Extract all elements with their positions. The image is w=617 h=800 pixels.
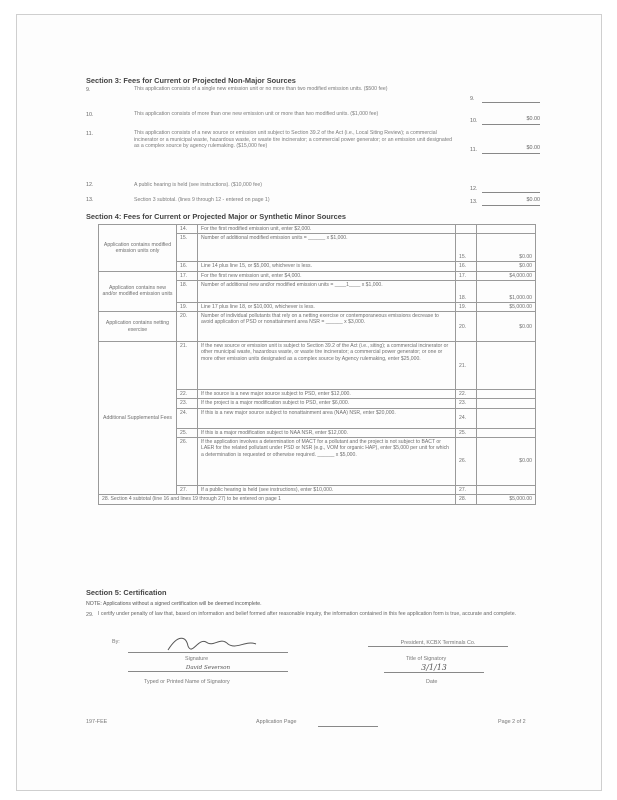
table-cell: 26. (177, 438, 198, 486)
table-cell (477, 486, 536, 495)
section3-field: 13. (470, 199, 478, 205)
page-number: Page 2 of 2 (498, 719, 526, 725)
table-cell: $0.00 (477, 262, 536, 271)
section3-field: Section 3 subtotal. (lines 9 through 12 - entered on page 1) (134, 197, 270, 203)
table-cell (456, 225, 477, 234)
table-cell: If the source is a new major source subject to PSD, enter $12,000. (198, 390, 456, 399)
group-label: Application contains modified emission units only (99, 225, 177, 272)
table-cell: If the new source or emission unit is subject to Section 39.2 of the Act (i.e., siting); a commercial incinerator or other municipal waste, hazardous waste, or waste tire incinerator; a commercial power generator; or one or more other emission units designated as a complex source by Agency rulemaking, enter $25,000. (198, 342, 456, 390)
table-cell: Line 17 plus line 18, or $10,000, whichever is less. (198, 302, 456, 311)
title-value: President, KCBX Terminals Co. (368, 640, 508, 647)
group-label: Application contains netting exercise (99, 312, 177, 342)
typed-name-value: David Severson (128, 665, 288, 672)
date-label: Date (426, 679, 438, 685)
table-cell: 18. (456, 280, 477, 302)
section3-field: 12. (470, 186, 478, 192)
table-cell: $0.00 (477, 234, 536, 262)
title-label: Title of Signatory (406, 656, 447, 662)
table-cell (477, 225, 536, 234)
table-cell: 16. (177, 262, 198, 271)
table-row (99, 312, 536, 342)
section3-field: 11. (86, 131, 94, 137)
section3-field: 9. (470, 96, 475, 102)
table-cell: If a public hearing is held (see instructions), enter $10,000. (198, 486, 456, 495)
section3-field: 11. (470, 147, 478, 153)
table-cell: $5,000.00 (477, 302, 536, 311)
table-row (99, 495, 536, 504)
signature-line (128, 642, 288, 653)
section3-field: 10. (86, 112, 94, 118)
section3-field: This application consists of a single new emission unit or no more than two modified emission units. ($500 fee) (134, 86, 388, 92)
section4-title: Section 4: Fees for Current or Projected Major or Synthetic Minor Sources (86, 212, 346, 221)
typed-name-label: Typed or Printed Name of Signatory (144, 679, 230, 685)
table-cell (99, 495, 456, 504)
table-cell: 15. (177, 234, 198, 262)
group-label: Additional Supplemental Fees (99, 342, 177, 495)
section3-field: This application consists of a new source or emission unit subject to Section 39.2 of the Act (i.e., Local Siting Review); a commercial incinerator or a municipal waste, hazardous waste, or waste tire incinerator; a commercial power generator; or an emission unit designated as a complex source by agency rulemaking. ($15,000 fee) (134, 130, 453, 149)
section3-field: A public hearing is held (see instructions). ($10,000 fee) (134, 182, 263, 188)
table-cell (477, 408, 536, 428)
table-cell: 23. (456, 399, 477, 408)
signature-label: Signature (185, 656, 209, 662)
table-cell (477, 428, 536, 437)
certification-statement: I certify under penalty of law that, based on information and belief formed after reasonable inquiry, the information contained in this fee application form is true, accurate and complete. (98, 611, 517, 617)
subtotal-text: Section 4 subtotal (line 16 and lines 19 through 27) to be entered on page 1 (110, 496, 281, 503)
table-cell: For the first new emission unit, enter $4,000. (198, 271, 456, 280)
table-cell: $0.00 (477, 438, 536, 486)
section5-title: Section 5: Certification (86, 588, 167, 597)
table-cell: 20. (456, 312, 477, 342)
table-cell: 25. (456, 428, 477, 437)
table-cell: 17. (177, 271, 198, 280)
table-cell: 16. (456, 262, 477, 271)
section3-field: 13. (86, 197, 94, 203)
form-id: 197-FEE (86, 719, 108, 725)
table-row (99, 271, 536, 280)
section3-field (482, 94, 540, 103)
section3-field: 12. (86, 182, 94, 188)
table-cell: 25. (177, 428, 198, 437)
signature-image (158, 632, 318, 654)
table-cell: 19. (177, 302, 198, 311)
table-cell: If the project is a major modification subject to PSD, enter $6,000. (198, 399, 456, 408)
certification-note: NOTE: Applications without a signed certification will be deemed incomplete. (86, 601, 262, 607)
section3-field (482, 184, 540, 193)
section3-field: $0.00 (482, 197, 540, 206)
table-cell: If this is a new major source subject to nonattainment area (NAA) NSR, enter $20,000. (198, 408, 456, 428)
certification-number: 29. (86, 612, 94, 618)
table-cell: 21. (456, 342, 477, 390)
table-cell: 22. (456, 390, 477, 399)
table-cell: If the application involves a determination of MACT for a pollutant and the project is not subject to BACT or LAER for the related pollutant under PSD or NSR (e.g., VOM for organic HAP), enter $5,000 per unit for which a determination is requested or otherwise required. ______ x $5,000. (198, 438, 456, 486)
table-cell: $5,000.00 (477, 495, 536, 504)
table-cell (477, 399, 536, 408)
table-cell: 20. (177, 312, 198, 342)
table-cell: 17. (456, 271, 477, 280)
table-cell: 18. (177, 280, 198, 302)
table-cell: 14. (177, 225, 198, 234)
table-cell: 19. (456, 302, 477, 311)
table-cell: 21. (177, 342, 198, 390)
table-cell: 15. (456, 234, 477, 262)
table-cell: $4,000.00 (477, 271, 536, 280)
table-cell: 24. (456, 408, 477, 428)
by-label: By: (112, 639, 120, 645)
table-cell: 24. (177, 408, 198, 428)
table-cell: Number of individual pollutants that rely on a netting exercise or contemporaneous emissions decrease to avoid application of PSD or nonattainment area NSR = ______ x $3,000. (198, 312, 456, 342)
section3-field: 10. (470, 118, 478, 124)
table-cell: Line 14 plus line 15, or $5,000, whichever is less. (198, 262, 456, 271)
table-cell: Number of additional modified emission units = ______ x $1,000. (198, 234, 456, 262)
section3-title: Section 3: Fees for Current or Projected Non-Major Sources (86, 76, 296, 85)
table-cell: If this is a major modification subject to NAA NSR, enter $12,000. (198, 428, 456, 437)
table-cell: 27. (456, 486, 477, 495)
section3-field: $0.00 (482, 116, 540, 125)
table-cell: 26. (456, 438, 477, 486)
section4-fee-table (98, 224, 536, 505)
table-cell: $1,000.00 (477, 280, 536, 302)
group-label: Application contains new and/or modified emission units (99, 271, 177, 312)
table-row (99, 225, 536, 234)
table-cell: 22. (177, 390, 198, 399)
application-page-label: Application Page (256, 719, 297, 725)
table-row (99, 342, 536, 390)
section3-field: This application consists of more than one new emission unit or more than two modified units. ($1,000 fee) (134, 111, 379, 117)
table-cell (477, 390, 536, 399)
date-value: 3/1/13 (384, 663, 484, 673)
section3-field: $0.00 (482, 145, 540, 154)
table-cell: Number of additional new and/or modified emission units = ____1____ x $1,000. (198, 280, 456, 302)
table-cell: 27. (177, 486, 198, 495)
table-cell: 28. (456, 495, 477, 504)
table-cell: $0.00 (477, 312, 536, 342)
application-page-line (318, 726, 378, 727)
table-cell: For the first modified emission unit, enter $2,000. (198, 225, 456, 234)
section3-field: 9. (86, 87, 91, 93)
table-cell: 23. (177, 399, 198, 408)
table-cell (477, 342, 536, 390)
subtotal-text: 28. (102, 496, 110, 503)
